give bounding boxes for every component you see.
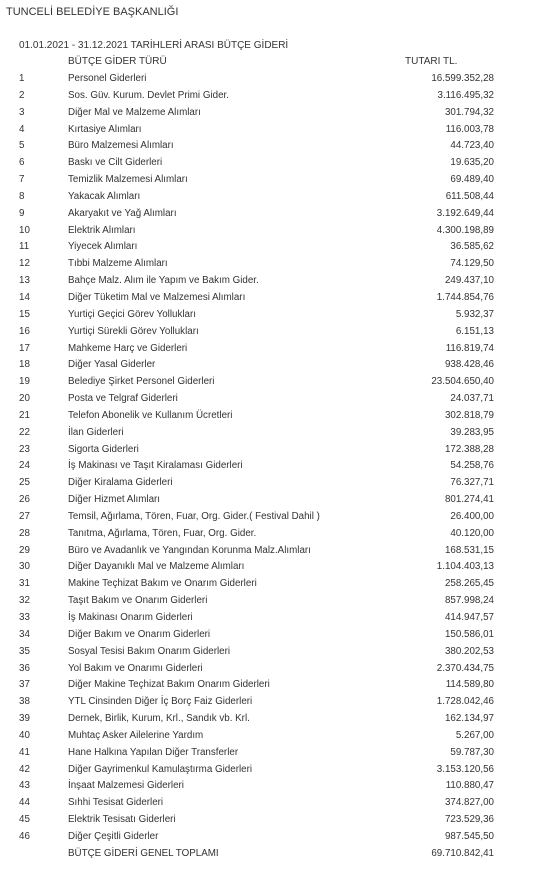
table-row — [0, 206, 549, 223]
row-amount: 414.947,57 — [444, 612, 494, 623]
table-row — [0, 829, 549, 846]
row-amount: 801.274,41 — [444, 494, 494, 506]
row-number: 29 — [19, 544, 30, 556]
row-amount: 301.794,32 — [444, 106, 494, 118]
table-row — [0, 475, 549, 492]
table-row — [0, 223, 549, 240]
total-row — [0, 846, 549, 863]
row-number: 10 — [19, 224, 30, 236]
row-number: 23 — [19, 443, 30, 455]
row-amount: 36.585,62 — [450, 241, 494, 253]
table-row — [0, 576, 549, 593]
row-expense-type: Diğer Kiralama Giderleri — [68, 477, 173, 489]
row-number: 4 — [19, 123, 25, 135]
row-number: 40 — [19, 729, 30, 741]
row-expense-type: Personel Giderleri — [68, 73, 147, 84]
row-amount: 258.265,45 — [444, 578, 494, 590]
row-amount: 110.880,47 — [445, 780, 494, 792]
row-amount: 857.998,24 — [444, 595, 494, 607]
row-number: 16 — [19, 325, 30, 337]
row-amount: 6.151,13 — [455, 325, 494, 337]
row-amount: 5.267,00 — [455, 729, 494, 741]
row-amount: 2.370.434,75 — [436, 662, 494, 674]
row-expense-type: Akaryakıt ve Yağ Alımları — [68, 207, 177, 219]
row-expense-type: Diğer Makine Teçhizat Bakım Onarım Giderleri — [68, 679, 270, 691]
row-number: 11 — [19, 241, 30, 253]
row-expense-type: Büro Malzemesi Alımları — [68, 140, 174, 152]
row-expense-type: Yakacak Alımları — [68, 190, 141, 202]
document-title: TUNCELİ BELEDİYE BAŞKANLIĞI — [6, 6, 179, 18]
table-row — [0, 492, 549, 509]
row-number: 33 — [19, 612, 30, 623]
row-amount: 3.192.649,44 — [436, 207, 494, 219]
row-expense-type: Diğer Yasal Giderler — [68, 359, 156, 371]
row-amount: 172.388,28 — [444, 443, 494, 455]
row-amount: 1.728.042,46 — [436, 696, 494, 708]
row-amount: 249.437,10 — [444, 275, 494, 287]
row-number: 37 — [19, 679, 30, 691]
table-row — [0, 677, 549, 694]
row-expense-type: Diğer Tüketim Mal ve Malzemesi Alımları — [68, 291, 246, 303]
table-row — [0, 391, 549, 408]
row-expense-type: Baskı ve Cilt Giderleri — [68, 157, 163, 169]
row-number: 32 — [19, 595, 30, 607]
table-row — [0, 189, 549, 206]
table-row — [0, 728, 549, 745]
row-expense-type: Makine Teçhizat Bakım ve Onarım Giderleri — [68, 578, 257, 590]
table-row — [0, 71, 549, 88]
row-expense-type: Elektrik Tesisatı Giderleri — [68, 814, 176, 826]
row-number: 43 — [19, 780, 30, 792]
row-amount: 114.589,80 — [445, 679, 494, 691]
row-number: 15 — [19, 308, 30, 320]
row-expense-type: Sıhhi Tesisat Giderleri — [68, 797, 164, 809]
row-number: 45 — [19, 814, 30, 826]
table-row — [0, 357, 549, 374]
row-number: 2 — [19, 89, 25, 101]
row-amount: 74.129,50 — [450, 258, 494, 270]
row-expense-type: Mahkeme Harç ve Giderleri — [68, 342, 188, 354]
row-number: 34 — [19, 628, 30, 640]
row-amount: 374.827,00 — [444, 797, 494, 809]
row-amount: 162.134,97 — [444, 713, 494, 725]
table-row — [0, 644, 549, 661]
table-row — [0, 778, 549, 795]
row-expense-type: Diğer Bakım ve Onarım Giderleri — [68, 628, 211, 640]
table-row — [0, 138, 549, 155]
table-row — [0, 543, 549, 560]
row-amount: 44.723,40 — [450, 140, 494, 152]
row-expense-type: Tanıtma, Ağırlama, Tören, Fuar, Org. Gider. — [68, 527, 257, 539]
row-number: 22 — [19, 426, 30, 438]
row-expense-type: Diğer Çeşitli Giderler — [68, 830, 159, 842]
row-number: 20 — [19, 393, 30, 405]
row-amount: 302.818,79 — [444, 409, 494, 421]
row-amount: 26.400,00 — [450, 510, 494, 522]
row-expense-type: İş Makinası Onarım Giderleri — [68, 612, 193, 623]
table-row — [0, 122, 549, 139]
row-expense-type: İnşaat Malzemesi Giderleri — [68, 780, 184, 792]
row-expense-type: İş Makinası ve Taşıt Kiralaması Giderleri — [68, 460, 243, 472]
budget-table — [0, 71, 549, 863]
row-expense-type: Bahçe Malz. Alım ile Yapım ve Bakım Gider. — [68, 275, 259, 287]
row-expense-type: Elektrik Alımları — [68, 224, 136, 236]
row-expense-type: Taşıt Bakım ve Onarım Giderleri — [68, 595, 208, 607]
row-expense-type: Yol Bakım ve Onarımı Giderleri — [68, 662, 203, 674]
row-expense-type: Telefon Abonelik ve Kullanım Ücretleri — [68, 409, 233, 421]
column-header-amount: TUTARI TL. — [405, 56, 458, 67]
row-amount: 59.787,30 — [450, 746, 494, 758]
table-row — [0, 593, 549, 610]
row-expense-type: YTL Cinsinden Diğer İç Borç Faiz Giderleri — [68, 696, 253, 708]
row-amount: 116.003,78 — [445, 123, 494, 135]
row-number: 21 — [19, 409, 30, 421]
table-row — [0, 694, 549, 711]
table-row — [0, 374, 549, 391]
row-expense-type: Kırtasiye Alımları — [68, 123, 142, 135]
table-row — [0, 239, 549, 256]
row-number: 28 — [19, 527, 30, 539]
row-number: 39 — [19, 713, 30, 725]
table-row — [0, 745, 549, 762]
row-number: 46 — [19, 830, 30, 842]
row-number: 42 — [19, 763, 30, 775]
table-row — [0, 711, 549, 728]
table-row — [0, 425, 549, 442]
row-expense-type: Büro ve Avadanlık ve Yangından Korunma Malz.Alımları — [68, 544, 311, 556]
row-expense-type: Diğer Mal ve Malzeme Alımları — [68, 106, 201, 118]
row-expense-type: Tıbbi Malzeme Alımları — [68, 258, 168, 270]
table-row — [0, 526, 549, 543]
row-expense-type: Dernek, Birlik, Kurum, Krl., Sandık vb. Krl. — [68, 713, 250, 725]
table-row — [0, 290, 549, 307]
row-expense-type: Diğer Dayanıklı Mal ve Malzeme Alımları — [68, 561, 245, 573]
row-number: 7 — [19, 174, 25, 186]
table-row — [0, 610, 549, 627]
row-expense-type: Temsil, Ağırlama, Tören, Fuar, Org. Gider.( Festival Dahil ) — [68, 510, 320, 522]
row-number: 25 — [19, 477, 30, 489]
row-number: 31 — [19, 578, 30, 590]
row-number: 1 — [19, 73, 25, 84]
row-number: 27 — [19, 510, 30, 522]
row-amount: 40.120,00 — [450, 527, 494, 539]
row-amount: 16.599.352,28 — [431, 73, 494, 84]
table-row — [0, 661, 549, 678]
row-number: 36 — [19, 662, 30, 674]
row-number: 8 — [19, 190, 25, 202]
row-amount: 150.586,01 — [444, 628, 494, 640]
row-amount: 69.489,40 — [450, 174, 494, 186]
row-expense-type: Diğer Hizmet Alımları — [68, 494, 160, 506]
row-number: 26 — [19, 494, 30, 506]
row-number: 14 — [19, 291, 30, 303]
row-amount: 23.504.650,40 — [431, 376, 494, 388]
row-amount: 1.744.854,76 — [436, 291, 494, 303]
row-number: 30 — [19, 561, 30, 573]
row-expense-type: Diğer Gayrimenkul Kamulaştırma Giderleri — [68, 763, 253, 775]
row-amount: 4.300.198,89 — [436, 224, 494, 236]
row-number: 18 — [19, 359, 30, 371]
table-row — [0, 155, 549, 172]
row-amount: 380.202,53 — [444, 645, 494, 657]
table-row — [0, 256, 549, 273]
table-row — [0, 795, 549, 812]
row-expense-type: Yurtiçi Sürekli Görev Yollukları — [68, 325, 199, 337]
column-header-type: BÜTÇE GİDER TÜRÜ — [68, 56, 167, 67]
row-amount: 5.932,37 — [455, 308, 494, 320]
row-amount: 3.116.495,32 — [437, 89, 494, 101]
row-expense-type: Muhtaç Asker Ailelerine Yardım — [68, 729, 204, 741]
row-expense-type: Belediye Şirket Personel Giderleri — [68, 376, 215, 388]
table-row — [0, 458, 549, 475]
row-number: 35 — [19, 645, 30, 657]
total-amount: 69.710.842,41 — [431, 847, 494, 859]
row-amount: 1.104.403,13 — [436, 561, 494, 573]
report-period: 01.01.2021 - 31.12.2021 TARİHLERİ ARASI BÜTÇE GİDERİ — [19, 40, 289, 51]
row-amount: 168.531,15 — [444, 544, 494, 556]
row-amount: 54.258,76 — [450, 460, 494, 472]
row-expense-type: Sigorta Giderleri — [68, 443, 139, 455]
row-amount: 19.635,20 — [450, 157, 494, 169]
row-expense-type: Sos. Güv. Kurum. Devlet Primi Gider. — [68, 89, 229, 101]
table-row — [0, 324, 549, 341]
row-amount: 987.545,50 — [444, 830, 494, 842]
row-expense-type: İlan Giderleri — [68, 426, 124, 438]
row-expense-type: Sosyal Tesisi Bakım Onarım Giderleri — [68, 645, 231, 657]
row-number: 3 — [19, 106, 25, 118]
row-amount: 611.508,44 — [445, 190, 494, 202]
table-row — [0, 273, 549, 290]
row-number: 12 — [19, 258, 30, 270]
row-number: 6 — [19, 157, 25, 169]
table-row — [0, 408, 549, 425]
row-amount: 24.037,71 — [450, 393, 494, 405]
row-amount: 39.283,95 — [450, 426, 494, 438]
row-number: 17 — [19, 342, 30, 354]
row-expense-type: Hane Halkına Yapılan Diğer Transferler — [68, 746, 239, 758]
table-row — [0, 307, 549, 324]
row-number: 13 — [19, 275, 30, 287]
row-amount: 116.819,74 — [445, 342, 494, 354]
row-expense-type: Posta ve Telgraf Giderleri — [68, 393, 178, 405]
table-row — [0, 105, 549, 122]
table-row — [0, 172, 549, 189]
row-number: 41 — [19, 746, 30, 758]
row-number: 9 — [19, 207, 25, 219]
row-number: 24 — [19, 460, 30, 472]
row-number: 5 — [19, 140, 25, 152]
table-row — [0, 812, 549, 829]
table-row — [0, 627, 549, 644]
row-expense-type: Yiyecek Alımları — [68, 241, 138, 253]
row-amount: 938.428,46 — [444, 359, 494, 371]
table-row — [0, 509, 549, 526]
total-label: BÜTÇE GİDERİ GENEL TOPLAMI — [68, 847, 219, 859]
table-row — [0, 88, 549, 105]
row-expense-type: Yurtiçi Geçici Görev Yollukları — [68, 308, 196, 320]
table-row — [0, 341, 549, 358]
row-amount: 3.153.120,56 — [436, 763, 494, 775]
row-number: 19 — [19, 376, 30, 388]
row-amount: 76.327,71 — [450, 477, 494, 489]
table-row — [0, 442, 549, 459]
row-number: 38 — [19, 696, 30, 708]
row-number: 44 — [19, 797, 30, 809]
table-row — [0, 559, 549, 576]
row-expense-type: Temizlik Malzemesi Alımları — [68, 174, 188, 186]
table-row — [0, 762, 549, 779]
row-amount: 723.529,36 — [444, 814, 494, 826]
